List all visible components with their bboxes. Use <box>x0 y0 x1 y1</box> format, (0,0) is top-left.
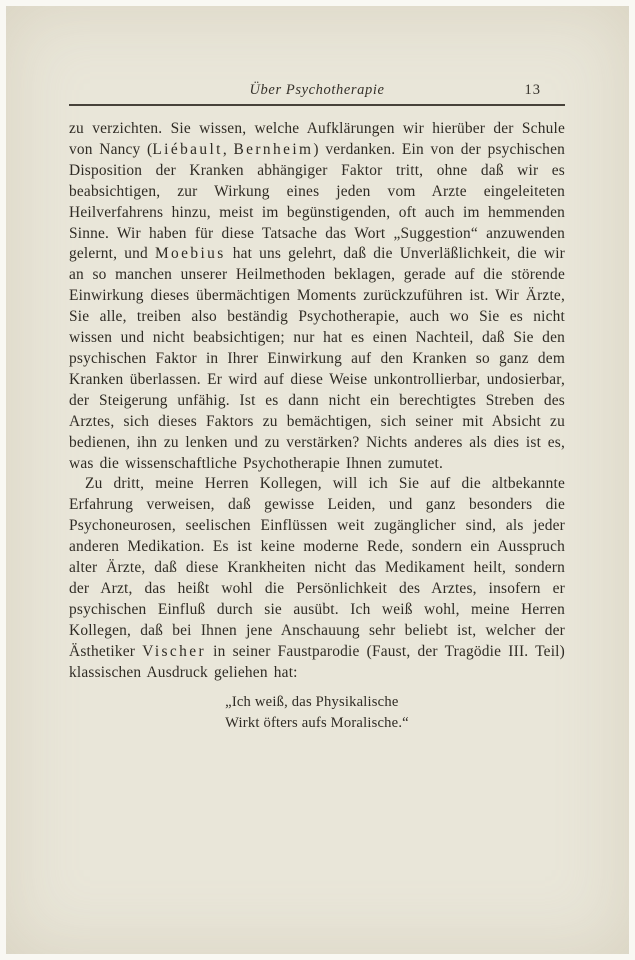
paragraph <box>69 474 565 683</box>
header-rule <box>69 104 565 106</box>
running-title: Über Psychotherapie <box>249 82 385 98</box>
page-content <box>69 82 565 734</box>
text-run: , <box>222 140 234 158</box>
person-name: Moebius <box>154 245 226 263</box>
verse-line: Wirkt öfters aufs Moralische.“ <box>225 715 409 732</box>
verse-quote-lines <box>225 692 409 734</box>
person-name: Vischer <box>142 642 206 660</box>
text-run: ) verdanken. Ein von der psychischen Disposition der Kranken abhängiger Faktor tritt, ohne daß wir es beabsichtigen, zur Wirkung eines jeden vom Arzte eingeleiteten Heilverfahrens hinzu, meist im begünstigenden, oft auch im hemmenden Sinne. Wir haben für diese Tatsache das Wort „Suggestion“ anzuwenden gelernt, und <box>69 140 565 263</box>
verse-quote <box>69 692 565 734</box>
text-run: hat uns gelehrt, daß die Unverläßlichkeit, die wir an so manchen unserer Heilmethoden beklagen, gerade auf die störende Einwirkung dieses übermächtigen Moments zurückzuführen ist. Wir Ärzte, Sie alle, treiben also beständig Psychotherapie, auch wo Sie es nicht wissen und nicht beabsichtigen; nur hat es einen Nachteil, daß Sie den psychischen Faktor in Ihrer Einwirkung auf den Kranken so ganz dem Kranken überlassen. Er wird auf diese Weise unkontrollierbar, undosierbar, der Steigerung unfähig. Ist es dann nicht ein berechtigtes Streben des Arztes, sich dieses Faktors zu bemächtigen, sich seiner mit Absicht zu bedienen, ihn zu lenken und zu verstärken? Nichts anderes als dies ist es, was die wissenschaftliche Psychotherapie Ihnen zumutet. <box>69 245 565 472</box>
text-run: Zu dritt, meine Herren Kollegen, will ich Sie auf die altbekannte Erfahrung verweisen, daß gewisse Leiden, und ganz besonders die Psychoneurosen, seelischen Einflüssen weit zugänglicher sind, als jeder anderen Medikation. Es ist keine moderne Rede, sondern ein Ausspruch alter Ärzte, daß diese Krankheiten nicht das Medikament heilt, sondern der Arzt, das heißt wohl die Persönlichkeit des Arztes, insofern er psychischen Einfluß durch sie ausübt. Ich weiß wohl, meine Herren Kollegen, daß bei Ihnen jene Anschauung sehr beliebt ist, welcher der Ästhetiker <box>69 475 565 660</box>
page-number: 13 <box>524 82 541 98</box>
running-head <box>69 82 565 104</box>
text-run: zu verzichten. Sie wissen, welche Aufklärungen wir hierüber der Schule von Nancy ( <box>69 120 565 158</box>
paragraph <box>69 119 565 474</box>
body-text <box>69 119 565 683</box>
person-name: Bernheim <box>233 140 314 158</box>
person-name: Liébault <box>152 140 223 158</box>
verse-line: „Ich weiß, das Physikalische <box>225 694 399 711</box>
text-run: in seiner Faustparodie (Faust, der Tragödie III. Teil) klassischen Ausdruck geliehen hat: <box>69 642 565 681</box>
